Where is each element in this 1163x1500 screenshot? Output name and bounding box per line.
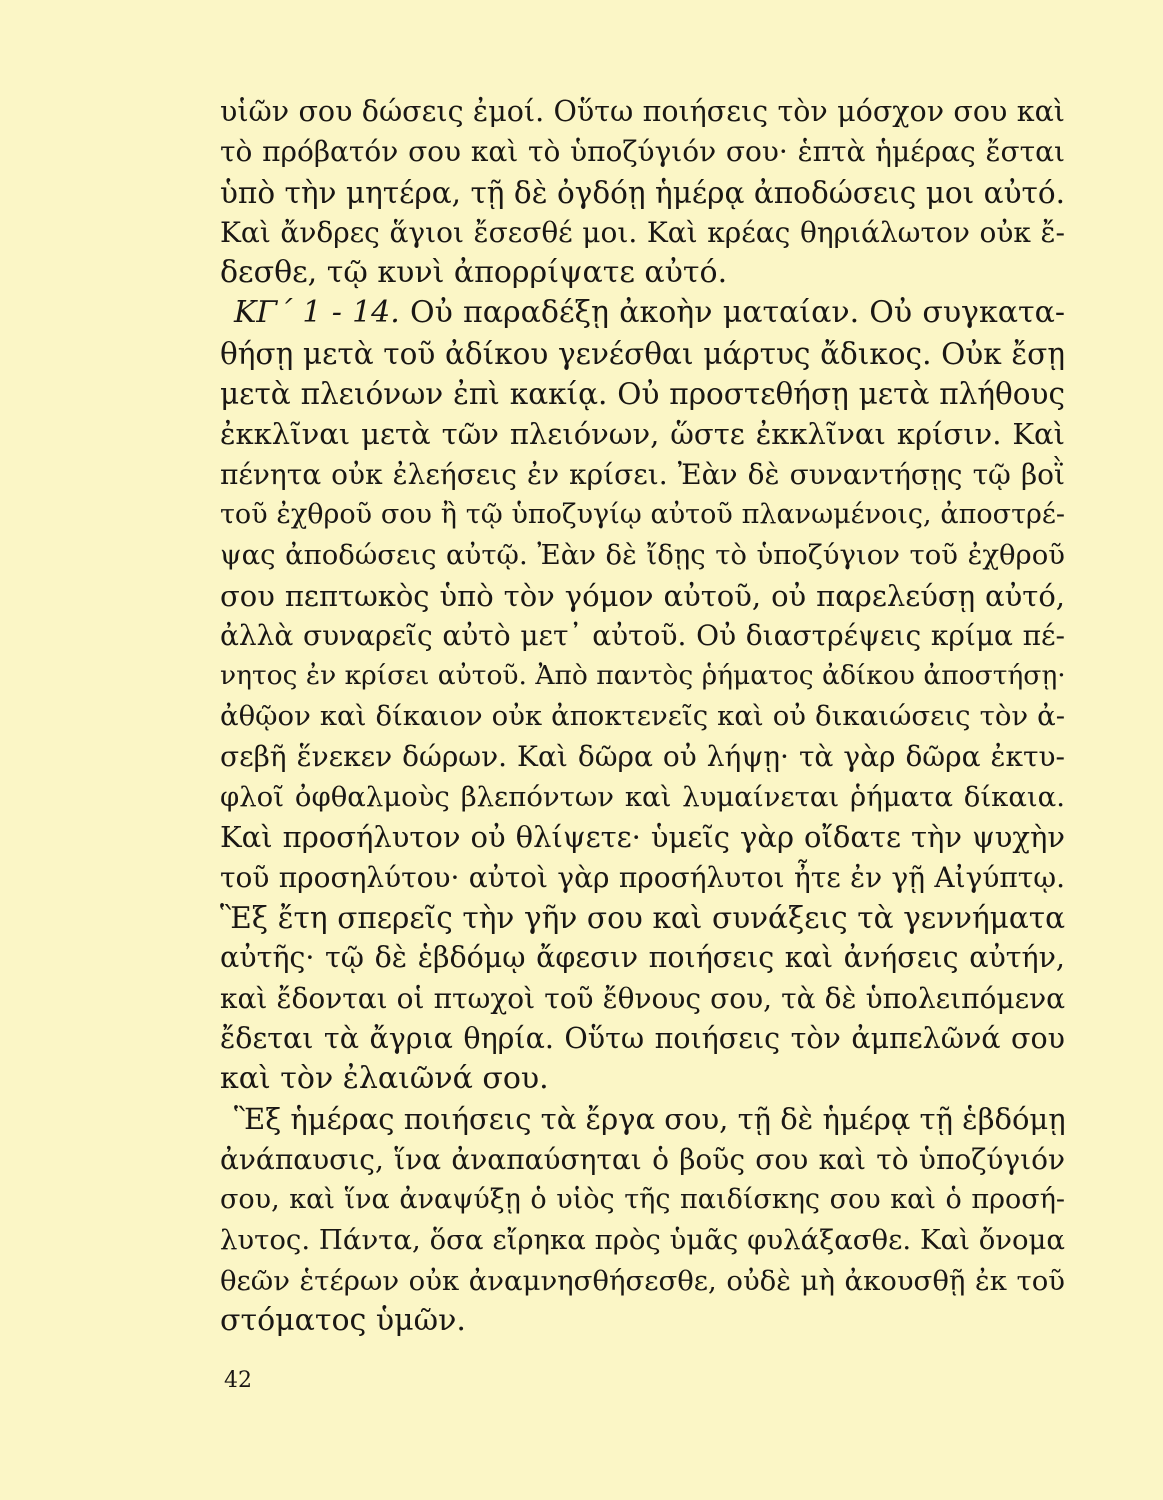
text-line: θεῶν ἑτέρων οὐκ ἀναμνησθήσεσθε, οὐδὲ μὴ ἀκουσθῇ ἐκ τοῦ	[220, 1264, 1065, 1297]
text-line: ἀλλὰ συναρεῖς αὐτὸ μετ᾽ αὐτοῦ. Οὐ διαστρέψεις κρίμα πέ-	[220, 618, 1065, 652]
text-line: στόματος ὑμῶν.	[220, 1302, 466, 1338]
text-line: τοῦ προσηλύτου· αὐτοὶ γὰρ προσήλυτοι ἦτε ἐν γῇ Αἰγύπτῳ.	[220, 860, 1065, 894]
body-text	[220, 92, 1065, 1341]
text-line: ὑπὸ τὴν μητέρα, τῇ δὲ ὀγδόῃ ἡμέρᾳ ἀποδώσεις μοι αὐτό.	[220, 175, 1065, 210]
text-line: τοῦ ἐχθροῦ σου ἢ τῷ ὑποζυγίῳ αὐτοῦ πλανωμένοις, ἀποστρέ-	[220, 498, 1065, 530]
text-line: σου πεπτωκὸς ὑπὸ τὸν γόμον αὐτοῦ, οὐ παρελεύσῃ αὐτό,	[220, 578, 1065, 613]
text-line: δεσθε, τῷ κυνὶ ἀπορρίψατε αὐτό.	[220, 255, 728, 291]
page-number: 42	[224, 1368, 252, 1393]
text-line: θήσῃ μετὰ τοῦ ἀδίκου γενέσθαι μάρτυς ἄδικος. Οὐκ ἔσῃ	[220, 336, 1065, 371]
text-line: καὶ ἔδονται οἱ πτωχοὶ τοῦ ἔθνους σου, τὰ δὲ ὑπολειπόμενα	[220, 981, 1065, 1015]
text-line-rest: Οὐ παραδέξῃ ἀκοὴν ματαίαν. Οὐ συγκατα-	[410, 295, 1065, 331]
text-line: σεβῆ ἕνεκεν δώρων. Καὶ δῶρα οὐ λήψῃ· τὰ γὰρ δῶρα ἐκτυ-	[220, 739, 1065, 773]
text-line: καὶ τὸν ἐλαιῶνά σου.	[220, 1061, 549, 1097]
text-line-with-reference	[220, 293, 1065, 333]
text-line: υἱῶν σου δώσεις ἐμοί. Οὕτω ποιήσεις τὸν μόσχον σου καὶ	[220, 95, 1065, 128]
text-line: ἔδεται τὰ ἄγρια θηρία. Οὕτω ποιήσεις τὸν ἀμπελῶνά σου	[220, 1021, 1065, 1055]
text-line: μετὰ πλειόνων ἐπὶ κακίᾳ. Οὐ προστεθήσῃ μετὰ πλήθους	[220, 377, 1065, 412]
text-line: λυτος. Πάντα, ὅσα εἴρηκα πρὸς ὑμᾶς φυλάξασθε. Καὶ ὄνομα	[220, 1224, 1065, 1257]
text-line: ἐκκλῖναι μετὰ τῶν πλειόνων, ὥστε ἐκκλῖναι κρίσιν. Καὶ	[220, 417, 1065, 452]
text-line: ἀθῷον καὶ δίκαιον οὐκ ἀποκτενεῖς καὶ οὐ δικαιώσεις τὸν ἀ-	[220, 700, 1065, 733]
text-line: ψας ἀποδώσεις αὐτῷ. Ἐὰν δὲ ἴδῃς τὸ ὑποζύγιον τοῦ ἐχθροῦ	[220, 539, 1065, 572]
text-line: Ἓξ ἡμέρας ποιήσεις τὰ ἔργα σου, τῇ δὲ ἡμέρᾳ τῇ ἑβδόμῃ	[234, 1102, 1066, 1137]
text-line: Καὶ ἄνδρες ἅγιοι ἔσεσθέ μοι. Καὶ κρέας θηριάλωτον οὐκ ἔ-	[220, 215, 1065, 249]
verse-reference: ΚΓ´ 1 - 14.	[234, 295, 400, 331]
text-line: σου, καὶ ἵνα ἀναψύξῃ ὁ υἱὸς τῆς παιδίσκης σου καὶ ὁ προσή-	[220, 1184, 1065, 1216]
text-line: Ἓξ ἔτη σπερεῖς τὴν γῆν σου καὶ συνάξεις τὰ γεννήματα	[220, 900, 1065, 935]
text-line: τὸ πρόβατόν σου καὶ τὸ ὑποζύγιόν σου· ἑπτὰ ἡμέρας ἔσται	[220, 135, 1065, 169]
text-line: αὐτῆς· τῷ δὲ ἑβδόμῳ ἄφεσιν ποιήσεις καὶ ἀνήσεις αὐτήν,	[220, 941, 1065, 975]
text-line: νητος ἐν κρίσει αὐτοῦ. Ἀπὸ παντὸς ῥήματος ἀδίκου ἀποστήσῃ·	[220, 660, 1066, 692]
text-line: Καὶ προσήλυτον οὐ θλίψετε· ὑμεῖς γὰρ οἴδατε τὴν ψυχὴν	[220, 820, 1065, 855]
text-line: ἀνάπαυσις, ἵνα ἀναπαύσηται ὁ βοῦς σου καὶ τὸ ὑποζύγιόν	[220, 1142, 1065, 1176]
text-line: φλοῖ ὀφθαλμοὺς βλεπόντων καὶ λυμαίνεται ῥήματα δίκαια.	[220, 781, 1065, 814]
text-line: πένητα οὐκ ἐλεήσεις ἐν κρίσει. Ἐὰν δὲ συναντήσῃς τῷ βοῒ	[220, 457, 1065, 491]
